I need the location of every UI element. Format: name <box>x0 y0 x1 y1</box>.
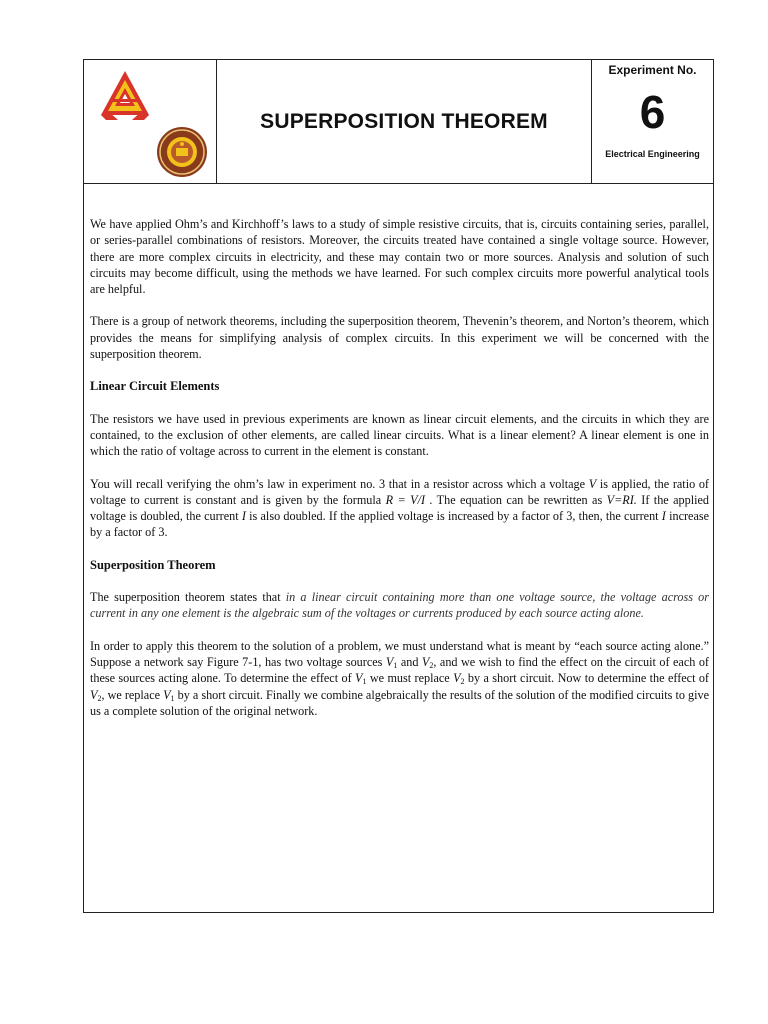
document-title: SUPERPOSITION THEOREM <box>260 109 548 133</box>
university-seal-icon <box>155 125 209 179</box>
header-table <box>84 60 713 184</box>
triangle-a-logo-icon <box>98 68 152 122</box>
linear-elements-paragraph: The resistors we have used in previous experiments are known as linear circuit elements, and the circuits in which they are contained, to the exclusion of other elements, are called linear circuits. What is a linear element? A linear element is one in which the ratio of voltage across to current in the element is constant. <box>90 411 709 459</box>
ohms-law-paragraph: You will recall verifying the ohm’s law in experiment no. 3 that in a resistor across which a voltage V is applied, the ratio of voltage to current is constant and is given by the formula R = V/I . The equation can be rewritten as V=RI. If the applied voltage is doubled, the current I is also doubled. If the applied voltage is increased by a factor of 3, then, the current I increase by a factor of 3. <box>90 476 710 540</box>
experiment-number: 6 <box>639 86 666 138</box>
application-paragraph: In order to apply this theorem to the solution of a problem, we must understand what is meant by “each source acting alone.” Suppose a network say Figure 7-1, has two voltage sources $V_1$ and $V_2$, and we wish to find the effect on the circuit of each of these sources acting alone. To determine the effect of $V_1$ we must replace $V_2$ by a short circuit. Now to determine the effect of $V_2$, we replace $V_1$ by a short circuit. Finally we combine algebraically the results of the solution of the modified circuits to give us a complete solution of the original network. <box>90 638 709 718</box>
experiment-cell <box>592 60 713 183</box>
document-body <box>90 216 709 735</box>
linear-elements-heading: Linear Circuit Elements <box>90 379 220 394</box>
superposition-heading: Superposition Theorem <box>90 557 216 572</box>
theorem-statement-quote: in a linear circuit containing more than one voltage source, the voltage across or current in any one element is the algebraic sum of the voltages or currents produced by each source acting alone. <box>90 590 710 621</box>
theorem-statement-paragraph: The superposition theorem states that in a linear circuit containing more than one voltage source, the voltage across or current in any one element is the algebraic sum of the voltages or currents produced by each source acting alone. <box>90 590 710 621</box>
document-frame <box>83 59 714 913</box>
experiment-label: Experiment No. <box>608 63 697 77</box>
logo-cell <box>84 60 217 183</box>
network-theorems-paragraph: There is a group of network theorems, including the superposition theorem, Thevenin’s theorem, and Norton’s theorem, which provides the means for simplifying analysis of complex circuits. In this experiment we will be concerned with the superposition theorem. <box>90 314 709 362</box>
intro-paragraph: We have applied Ohm’s and Kirchhoff’s laws to a study of simple resistive circuits, that is, circuits containing series, parallel, or series-parallel combinations of resistors. Moreover, the circuits treated have contained a single voltage source. However, there are more complex circuits in electricity, and these may contain two or more sources. Analysis and solution of such circuits may become difficult, using the methods we have learned. For such complex circuits more powerful analytical tools are helpful. <box>90 217 709 297</box>
title-cell <box>217 60 592 183</box>
department-label: Electrical Engineering <box>605 149 700 159</box>
